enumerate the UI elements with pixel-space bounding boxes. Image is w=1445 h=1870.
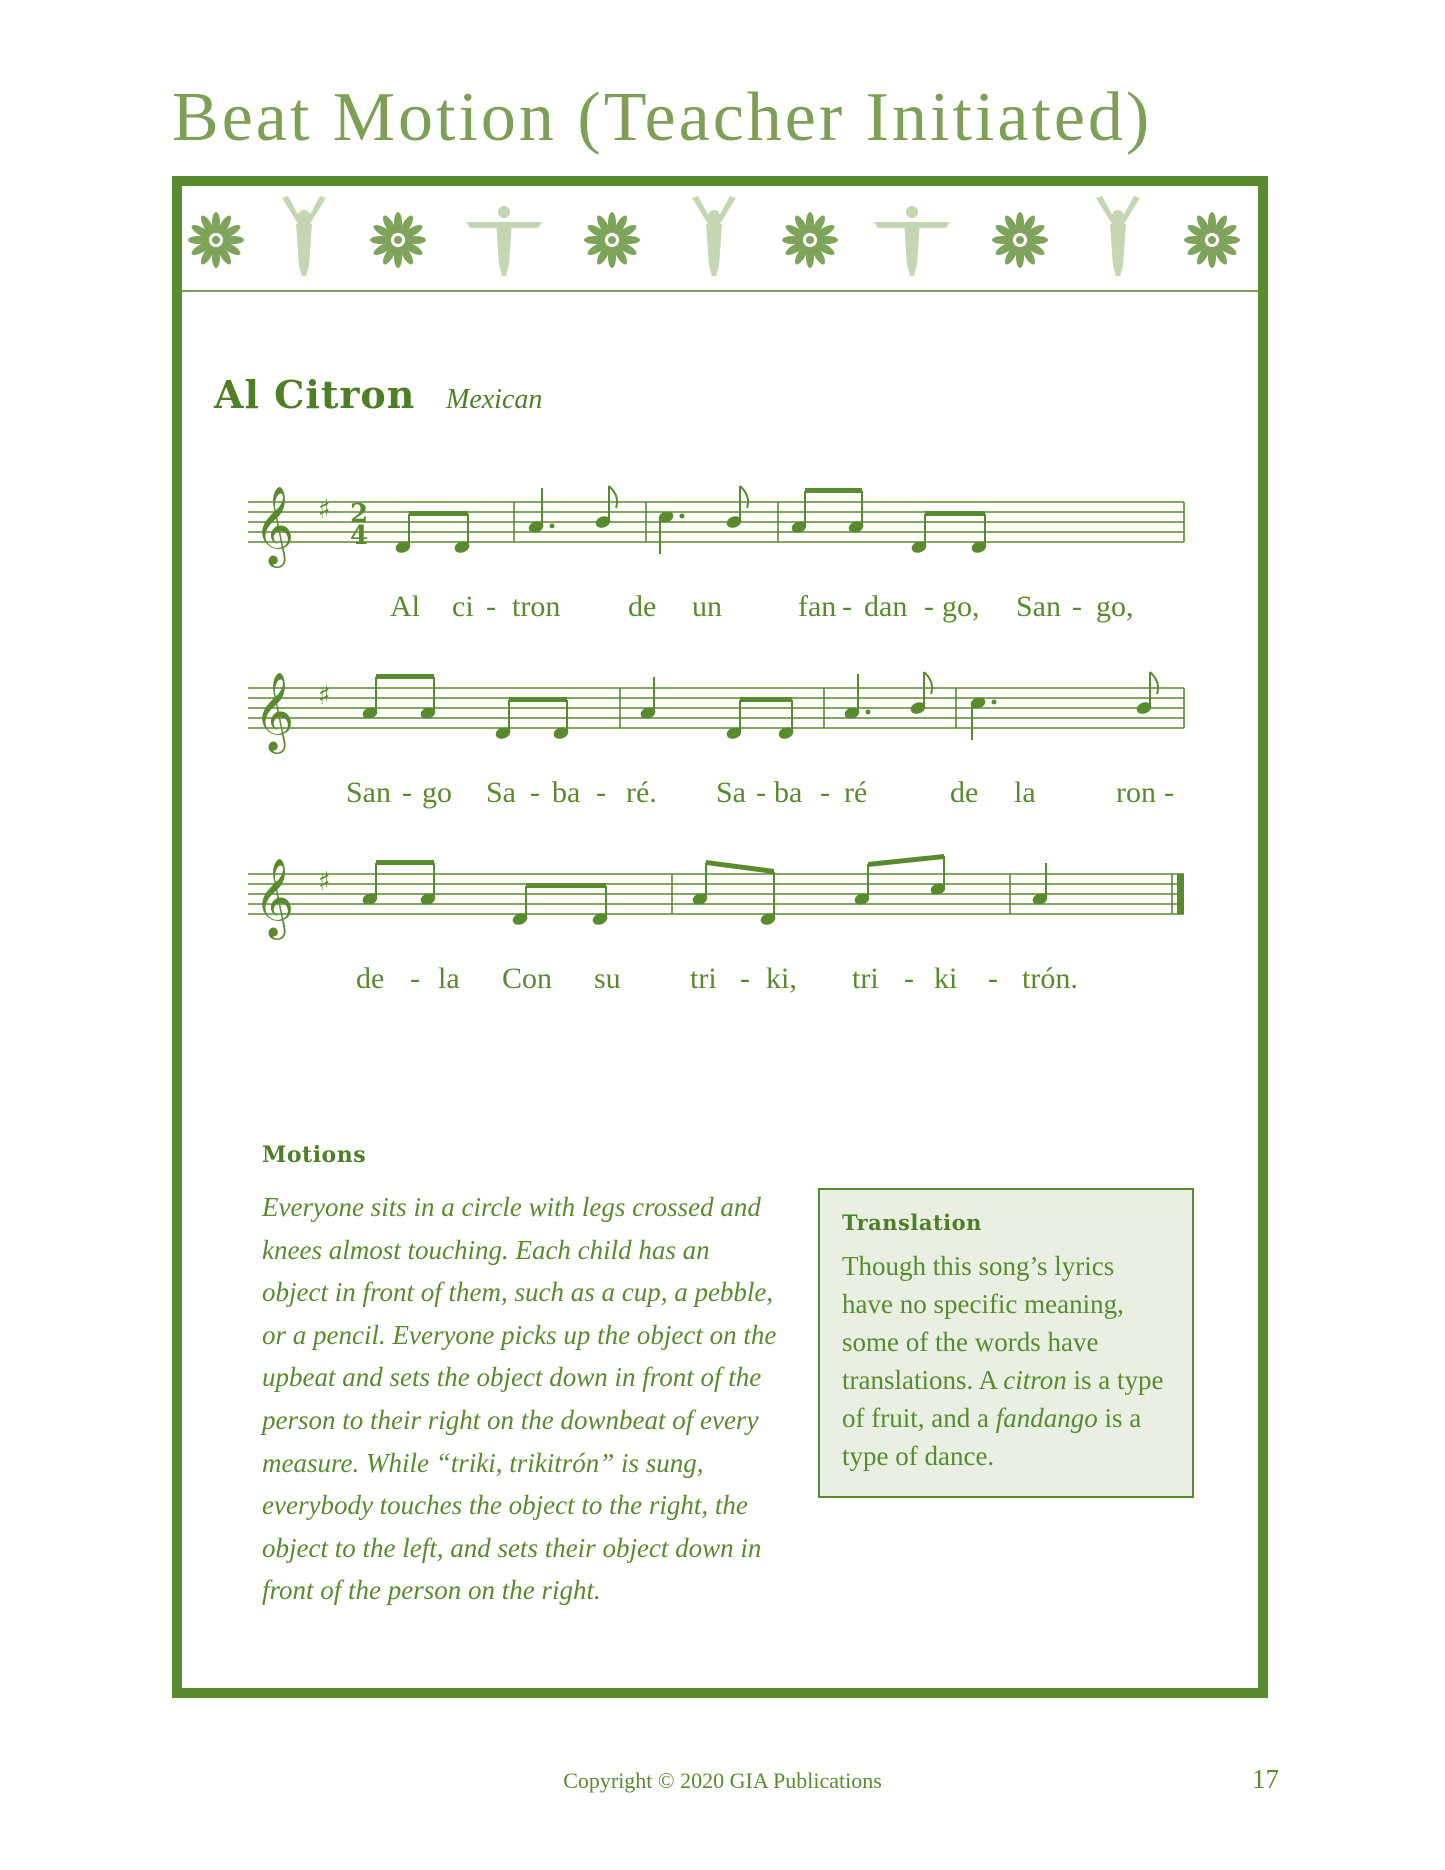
page-number: 17	[1252, 1764, 1279, 1794]
lyric-syllable: dan	[864, 590, 908, 623]
treble-clef-icon: 𝄞	[254, 486, 295, 565]
flower-icon	[584, 212, 640, 268]
motions-text: Everyone sits in a circle with legs crossed and knees almost touching. Each child has an object in front of them, such as a cup, a pebble, or a pencil. Everyone picks up the object on the upbeat and sets the object down in front of the person to their right on the downbeat of every measure. While “triki, trikitrón” is sung, everybody touches the object to the right, the object to the left, and sets their object down in front of the person on the right.	[262, 1192, 777, 1606]
flower-icon	[1184, 212, 1240, 268]
figure-arms-up-icon	[1096, 196, 1140, 276]
lyric-syllable: go,	[942, 590, 980, 623]
term-fandango: fandango	[995, 1403, 1098, 1433]
banner-divider	[182, 290, 1258, 292]
lyric-syllable: tri	[852, 962, 879, 995]
treble-clef-icon: 𝄞	[254, 858, 295, 937]
lyric-hyphen: -	[988, 962, 998, 995]
lyric-syllable: ki,	[766, 962, 797, 995]
lyric-hyphen: -	[842, 590, 852, 623]
flower-icon	[188, 212, 244, 268]
flower-icon	[782, 212, 838, 268]
flower-icon	[370, 212, 426, 268]
lyric-syllable: San	[1016, 590, 1061, 623]
lyric-hyphen: -	[410, 962, 420, 995]
lyric-syllable: de	[356, 962, 385, 995]
lyric-hyphen: -	[596, 776, 606, 809]
lyric-syllable: ron	[1116, 776, 1156, 809]
lyric-syllable: de	[628, 590, 657, 623]
time-signature-bottom: 4	[350, 521, 369, 551]
translation-text: Though this song’s lyrics have no specific meaning, some of the words have translations. A citron is a type of fruit, and a fandango is a type of dance.	[842, 1251, 1164, 1471]
lyric-syllable: ré	[844, 776, 868, 809]
lyric-syllable: de	[950, 776, 979, 809]
treble-clef-icon: 𝄞	[254, 672, 295, 751]
music-staff-line-3	[248, 854, 1196, 954]
lyric-hyphen: -	[402, 776, 412, 809]
music-staff-line-2	[248, 668, 1196, 768]
flower-icon	[992, 212, 1048, 268]
lyric-syllable: un	[692, 590, 722, 623]
copyright-notice: Copyright © 2020 GIA Publications	[563, 1768, 882, 1793]
lyric-hyphen: -	[486, 590, 496, 623]
lyric-syllable: la	[438, 962, 460, 995]
lyric-hyphen: -	[756, 776, 766, 809]
lyric-syllable: Con	[502, 962, 553, 995]
lyric-syllable: la	[1014, 776, 1036, 809]
lyric-syllable: ki	[934, 962, 958, 995]
lyric-hyphen: -	[904, 962, 914, 995]
lyric-syllable: ba	[552, 776, 581, 809]
lyric-syllable: Sa	[486, 776, 516, 809]
lyric-syllable: go	[422, 776, 452, 809]
term-citron: citron	[1003, 1365, 1067, 1395]
figure-arms-up-icon	[692, 196, 736, 276]
lyric-syllable: San	[346, 776, 391, 809]
translation-box	[818, 1188, 1194, 1498]
lyric-syllable: ré.	[626, 776, 657, 809]
music-staff-line-1	[248, 482, 1196, 582]
motions-heading: Motions	[262, 1142, 367, 1168]
lyric-syllable: Sa	[716, 776, 746, 809]
page-title: Beat Motion (Teacher Initiated)	[172, 79, 1153, 156]
song-title: Al Citron	[214, 372, 416, 417]
lyric-syllable: ba	[774, 776, 803, 809]
lyric-syllable: su	[594, 962, 621, 995]
lyric-hyphen: -	[1072, 590, 1082, 623]
lyric-hyphen: -	[924, 590, 934, 623]
translation-heading: Translation	[842, 1210, 982, 1235]
sharp-icon: ♯	[318, 867, 331, 897]
lyric-hyphen: -	[1164, 776, 1174, 809]
lyric-syllable: tron	[512, 590, 561, 623]
lyric-syllable: fan	[798, 590, 837, 623]
lyric-syllable: trón.	[1022, 962, 1078, 995]
sharp-icon: ♯	[318, 495, 331, 525]
lyric-hyphen: -	[820, 776, 830, 809]
lyric-syllable: tri	[690, 962, 717, 995]
lyric-syllable: Al	[390, 590, 420, 623]
time-signature-top: 2	[350, 499, 369, 529]
decorative-banner	[180, 190, 1260, 290]
lyric-hyphen: -	[740, 962, 750, 995]
sharp-icon: ♯	[318, 681, 331, 711]
lyric-syllable: ci	[452, 590, 474, 623]
song-origin: Mexican	[446, 384, 543, 415]
figure-arms-out-icon	[874, 206, 950, 276]
figure-arms-up-icon	[282, 196, 326, 276]
figure-arms-out-icon	[466, 206, 542, 276]
lyric-hyphen: -	[530, 776, 540, 809]
lyric-syllable: go,	[1096, 590, 1134, 623]
